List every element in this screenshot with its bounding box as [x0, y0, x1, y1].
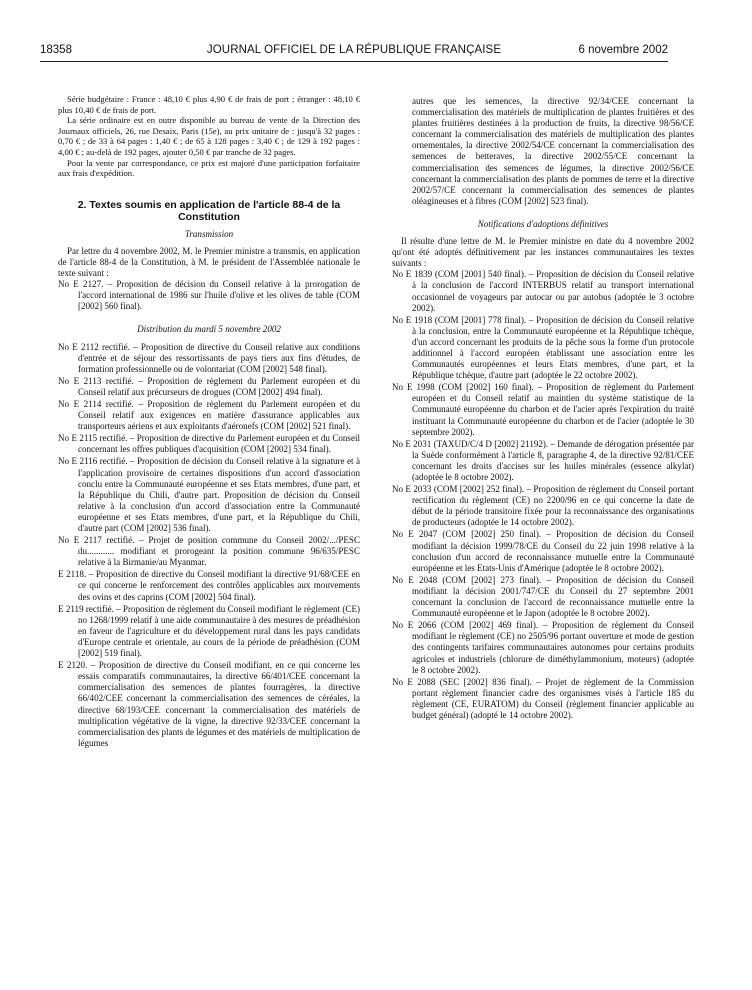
entry-text: – Proposition de décision du Conseil relative à la signature et à l'application provisoire de certaines dispositions d'un accord d'association conclu entre la Communauté européenne et ses Etats membres, d'une part, et la République du Chili, d'autre part. Proposition de décision du Conseil relative à la conclusion d'un accord d'association entre la Communauté européenne et ses Etats membres, d'une part, et la République du Chili, d'autre part (COM [2002] 536 final).: [78, 456, 360, 533]
entry-number: No E 2112 rectifié.: [58, 341, 130, 352]
notification-entry: [392, 620, 694, 675]
transmission-intro: Par lettre du 4 novembre 2002, M. le Premier ministre a transmis, en application de l'article 88-4 de la Constitution, à M. le président de l'Assemblée nationale le texte suivant :: [58, 245, 360, 279]
notification-entry: [392, 315, 694, 382]
entry-number: E 2120.: [58, 660, 88, 671]
page-number: 18358: [40, 44, 72, 56]
entry-text: – Proposition de directive du Conseil relative aux conditions d'entrée et de séjour des ressortissants de pays tiers aux fins d'études, de formation professionnelle ou de volontariat (COM [2002] 548 final).: [78, 341, 360, 374]
notification-entry: [392, 484, 694, 528]
entry-text: – Proposition de règlement du Parlement européen et du Conseil relatif aux précurseurs de drogues (COM [2002] 494 final).: [78, 375, 360, 397]
notification-entry: [392, 575, 694, 619]
entry-text: (COM [2001] 778 final). – Proposition de décision du Conseil relative à la conclusion, entre la Communauté européenne et la République tchèque, d'un accord concernant les produits de la pêche sous la forme d'un protocole additionnel à l'accord européen établissant une association entre les Communautés européennes et leurs Etats membres, d'une part, et la République tchèque, d'autre part (adoptée le 22 octobre 2002).: [412, 314, 694, 381]
header-rule: [40, 61, 668, 62]
entry-text: (TAXUD/C/4 D [2002] 21192). – Demande de dérogation présentée par la Suède conformément à l'article 8, paragraphe 4, de la directive 92/81/CEE concernant les droits d'accises sur les huiles minérales (essence alkylat) (adoptée le 8 octobre 2002).: [412, 438, 695, 482]
page-header: [40, 44, 668, 60]
entry-number: No E 1918: [392, 314, 433, 325]
entry-number: No E 2066: [392, 620, 437, 631]
distribution-entry: [58, 535, 360, 568]
notification-entry: [392, 269, 694, 313]
entry-text: – Proposition de directive du Parlement européen et du Conseil concernant les offres publiques d'acquisition (COM [2002] 534 final).: [78, 433, 360, 455]
entry-number: No E 2048: [392, 574, 438, 585]
entry-number: E 2119 rectifié.: [58, 603, 114, 614]
distribution-heading: Distribution du mardi 5 novembre 2002: [137, 324, 281, 335]
entry-number: No E 2031: [392, 438, 432, 449]
entry-number: E 2118.: [58, 569, 87, 580]
entry-number: No E 1839: [392, 269, 433, 280]
distribution-entry: [58, 399, 360, 432]
entry-text: (COM [2001] 540 final). – Proposition de décision du Conseil relative à la conclusion de l'accord INTERBUS relatif au transport international occasionnel de voyageurs par autocar ou par autobus (adoptée le 3 octobre 2002).: [412, 269, 694, 313]
entry-number: No E 2113 rectifié.: [58, 375, 134, 386]
notification-entry: [392, 677, 694, 721]
distribution-entry: [58, 433, 360, 455]
entry-text: (COM [2002] 469 final). – Proposition de règlement du Conseil modifiant le règlement (CE) no 2505/96 portant ouverture et mode de gestion des contingents tarifaires communautaires autonomes pour certains produits agricoles et industriels (chlorure de diméthylammonium, moteurs) (adoptée le 8 octobre 2002).: [412, 620, 695, 675]
entry-text: (COM [2002] 250 final). – Proposition de décision du Conseil modifiant la décision 1999/78/CE du Conseil du 22 juin 1998 relative à la conclusion d'un accord de reconnaissance mutuelle entre la Communauté européenne et les Etats-Unis d'Amérique (adoptée le 8 octobre 2002).: [412, 529, 695, 573]
price-correspondance: Pour la vente par correspondance, ce prix est majoré d'une participation forfaitaire aux frais d'expédition.: [58, 157, 360, 179]
entry-text: – Proposition de directive du Conseil modifiant, en ce qui concerne les essais comparatifs communautaires, la directive 66/401/CEE concernant la commercialisation des semences de plantes fourragères, la directive 66/402/CEE concernant la commercialisation des semences de céréales, la directive 68/193/CEE concernant la commercialisation des matériels de multiplication végétative de la vigne, la directive 92/33/CEE concernant la commercialisation des plants de légumes et des matériels de multiplication de légumes: [78, 660, 361, 748]
entry-text: – Proposition de décision du Conseil relative à la prorogation de l'accord international de 1986 sur l'huile d'olive et les olives de table (COM [2002] 560 final).: [78, 279, 360, 312]
entry-text: (SEC [2002] 836 final). – Projet de règlement de la Commission portant règlement financier cadre des organismes visés à l'article 185 du règlement (CE, EURATOM) du Conseil (règlement financier applicable au budget général) (adopté le 14 octobre 2002).: [412, 676, 695, 720]
entry-text: – Proposition de règlement du Parlement européen et du Conseil relatif aux exigences en matière d'assurance applicables aux transporteurs aériens et aux exploitants d'aéronefs (COM [2002] 521 final).: [78, 398, 360, 432]
issue-date: 6 novembre 2002: [578, 44, 668, 56]
entry-text: – Projet de position commune du Conseil 2002/.../PESC du............ modifiant et prorogeant la position commune 96/635/PESC relative à la Birmanie/au Myanmar.: [78, 535, 360, 568]
distribution-entry: [58, 456, 360, 534]
entry-number: No E 2116 rectifié.: [58, 456, 128, 467]
entry-text: (COM [2002] 160 final). – Proposition de règlement du Parlement européen et du Conseil relatif au maintien du système statistique de la Communauté européenne du charbon et de l'acier après l'expiration du traité instituant la Communauté européenne du charbon et de l'acier (adoptée le 30 septembre 2002).: [412, 382, 695, 437]
entry-number: No E 2114 rectifié.: [58, 398, 134, 409]
distribution-entry: [58, 376, 360, 398]
entry-number: No E 2088: [392, 676, 436, 687]
transmission-heading: Transmission: [184, 228, 234, 239]
entry-number: No E 2127.: [58, 279, 104, 290]
entry-number: No E 2115 rectifié.: [58, 433, 128, 444]
entry-number: No E 1998: [392, 382, 435, 393]
entry-number: No E 2117 rectifié.: [58, 535, 135, 546]
distribution-entry-e2120: [58, 660, 360, 749]
entry-text: (COM [2002] 252 final). – Proposition de règlement du Conseil portant rectification du règlement (CE) no 2200/96 en ce qui concerne la date de début de la période transitoire fixée pour la reconnaissance des organisations de producteurs (adoptée le 14 octobre 2002).: [412, 484, 694, 528]
notification-entry: [392, 439, 694, 483]
entry-text: (COM [2002] 273 final). – Proposition de décision du Conseil modifiant la décision 2001/747/CE du Conseil du 27 septembre 2001 concernant la conclusion de l'accord de reconnaissance mutuelle entre la Communauté européenne et le Japon (adoptée le 8 octobre 2002).: [412, 574, 695, 619]
journal-title: JOURNAL OFFICIEL DE LA RÉPUBLIQUE FRANÇAISE: [206, 44, 502, 56]
section-title: 2. Textes soumis en application de l'article 88-4 de la Constitution: [77, 198, 341, 223]
entry-number: No E 2033: [392, 484, 432, 495]
notifications-intro: Il résulte d'une lettre de M. le Premier ministre en date du 4 novembre 2002 qu'ont été adoptés définitivement par les instances communautaires les textes suivants :: [392, 236, 694, 269]
notifications-heading: Notifications d'adoptions définitives: [477, 218, 609, 229]
e2120-continuation: autres que les semences, la directive 92/34/CEE concernant la commercialisation des matériels de multiplication de plantes fruitières et des plantes fruitières destinées à la production de fruits, la directive 98/56/CE concernant la commercialisation des matériels de multiplication des plantes ornementales, la directive 2002/54/CE concernant la commercialisation des semences de betteraves, la directive 2002/55/CE concernant la commercialisation des semences de légumes, la directive 2002/56/CE concernant la commercialisation des plants de pommes de terre et la directive 2002/57/CE concernant la commercialisation des semences de plantes oléagineuses et à fibres (COM [2002] 523 final).: [412, 96, 694, 206]
notification-entry: [392, 382, 694, 437]
entry-e2127: [58, 279, 360, 312]
distribution-entry: [58, 569, 360, 602]
right-column: [392, 96, 694, 722]
entry-text: – Proposition de règlement du Conseil modifiant le règlement (CE) no 1268/1999 relatif à une aide communautaire à des mesures de préadhésion en faveur de l'agriculture et du développement rural dans les pays candidats d'Europe centrale et orientale, au cours de la période de préadhésion (COM [2002] 519 final).: [78, 603, 360, 659]
distribution-entry: [58, 342, 360, 375]
notification-entry: [392, 529, 694, 573]
distribution-entry: [58, 604, 360, 659]
price-serie-budgetaire: Série budgétaire : France : 48,10 € plus 4,90 € de frais de port ; étranger : 48,10 € plus 10,40 € de frais de port.: [58, 94, 360, 115]
entry-text: – Proposition de directive du Conseil modifiant la directive 91/68/CEE en ce qui concerne le renforcement des contrôles applicables aux mouvements des ovins et des caprins (COM [2002] 504 final).: [78, 569, 361, 602]
entry-number: No E 2047: [392, 529, 438, 540]
price-serie-ordinaire: La série ordinaire est en outre disponible au bureau de vente de la Direction des Journaux officiels, 26, rue Desaix, Paris (15e), au prix unitaire de : jusqu'à 32 pages : 0,70 € ; de 33 à 64 pages : 1,40 € ; de 65 à 128 pages : 3,40 € ; de 129 à 192 pages : 4,00 € ; au-delà de 192 pages, ajouter 0,50 € par tranche de 32 pages.: [58, 115, 360, 157]
left-column: [58, 94, 360, 750]
